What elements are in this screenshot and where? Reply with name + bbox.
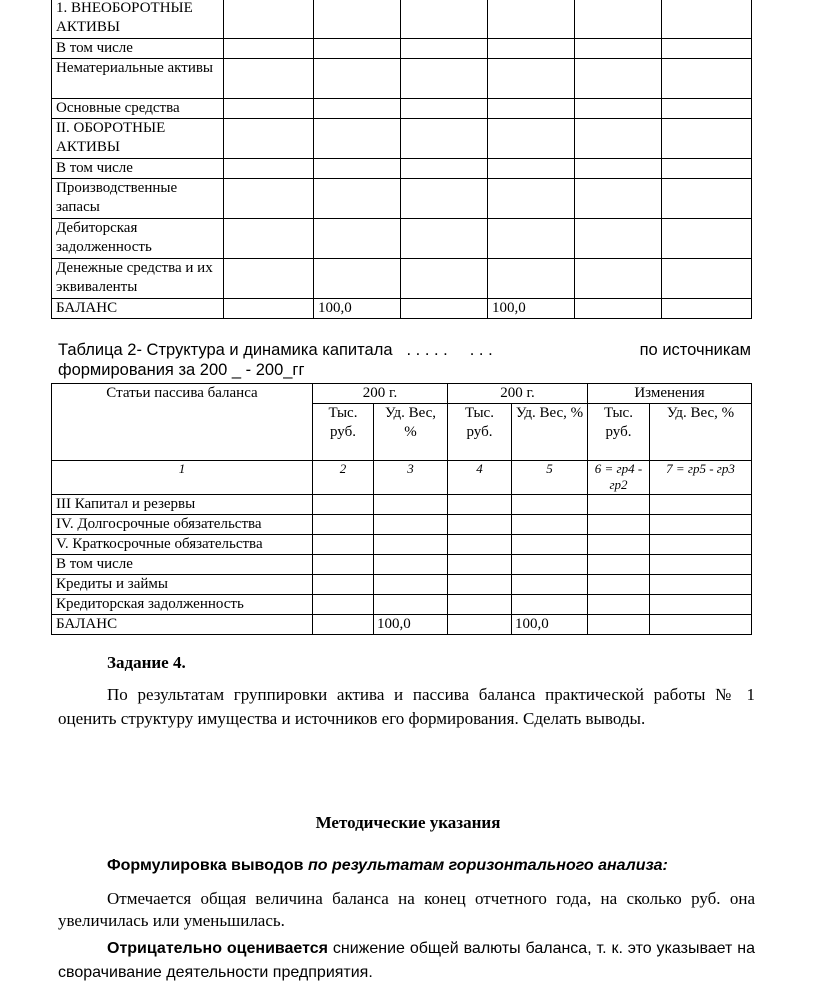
row-label: V. Краткосрочные обязательства [52, 535, 313, 555]
row-label: БАЛАНС [52, 615, 313, 635]
row-label: 1. ВНЕОБОРОТНЫЕ АКТИВЫ [52, 0, 224, 39]
subheader-cell: Уд. Вес, % [374, 404, 448, 461]
caption-part1: Таблица 2- Структура и динамика капитала [58, 341, 393, 359]
table-row [52, 179, 752, 219]
task-body: По результатам группировки актива и пассива баланса практической работы № 1 оценить структуру имущества и источников его формирования. Сделать выводы. [58, 685, 755, 728]
balance-value-1: 100,0 [374, 615, 448, 635]
table-row [52, 219, 752, 259]
row-label: Денежные средства и их эквиваленты [52, 259, 224, 299]
balance-value-2: 100,0 [512, 615, 588, 635]
subheader-cell: Тыс. руб. [588, 404, 650, 461]
balance-value-2: 100,0 [488, 299, 575, 319]
task-title: Задание 4. [107, 653, 186, 672]
table-row [52, 99, 752, 119]
table-row [52, 0, 752, 39]
row-label: В том числе [52, 159, 224, 179]
liabilities-table [51, 383, 752, 635]
table-row [52, 159, 752, 179]
subheader-cell: Уд. Вес, % [650, 404, 752, 461]
table2-caption [58, 340, 751, 380]
table-header-row [52, 384, 752, 404]
row-label: В том числе [52, 39, 224, 59]
caption-part2: по источникам [639, 341, 751, 359]
table-row [52, 259, 752, 299]
table-row [52, 575, 752, 595]
header-year-2: 200 г. [448, 384, 588, 404]
formulation-italic: по результатам горизонтального анализа: [307, 857, 668, 874]
subheader-cell: Уд. Вес, % [512, 404, 588, 461]
table-row [52, 615, 752, 635]
column-number: 4 [448, 461, 512, 495]
column-number: 3 [374, 461, 448, 495]
row-label: IV. Долгосрочные обязательства [52, 515, 313, 535]
caption-dots1: . . . . . [406, 341, 448, 359]
table-row [52, 495, 752, 515]
table-row [52, 119, 752, 159]
row-label: Кредиты и займы [52, 575, 313, 595]
table-row [52, 515, 752, 535]
formulation-bold: Формулировка выводов [107, 857, 304, 874]
table-row [52, 595, 752, 615]
table-row [52, 39, 752, 59]
row-label: Дебиторская задолженность [52, 219, 224, 259]
table-row [52, 59, 752, 99]
column-numbers-row [52, 461, 752, 495]
column-number: 2 [313, 461, 374, 495]
row-label: III Капитал и резервы [52, 495, 313, 515]
balance-value-1: 100,0 [314, 299, 401, 319]
row-label: Нематериальные активы [52, 59, 224, 99]
row-label: БАЛАНС [52, 299, 224, 319]
paragraph-1: Отмечается общая величина баланса на конец отчетного года, на сколько руб. она увеличилась или уменьшилась. [58, 889, 755, 930]
paragraph-2 [58, 937, 755, 985]
column-number: 7 = гр5 - гр3 [650, 461, 752, 495]
subheader-cell: Тыс. руб. [313, 404, 374, 461]
header-year-1: 200 г. [313, 384, 448, 404]
table-row [52, 535, 752, 555]
method-title: Методические указания [315, 813, 501, 832]
table-row [52, 299, 752, 319]
row-label: Основные средства [52, 99, 224, 119]
header-column-name: Статьи пассива баланса [52, 384, 313, 461]
paragraph-2-bold: Отрицательно оценивается [107, 940, 328, 957]
caption-dots2: . . . [469, 341, 493, 359]
caption-line2: формирования за 200 _ - 200_гг [58, 361, 305, 379]
row-label: Производственные запасы [52, 179, 224, 219]
paragraph-2-rest: снижение общей валюты баланса, т. к. это указывает на сворачивание деятельности предприятия. [58, 940, 756, 981]
assets-table [51, 0, 752, 319]
formulation-heading [107, 857, 668, 875]
row-label: II. ОБОРОТНЫЕ АКТИВЫ [52, 119, 224, 159]
subheader-cell: Тыс. руб. [448, 404, 512, 461]
column-number: 1 [52, 461, 313, 495]
column-number: 6 = гр4 - гр2 [588, 461, 650, 495]
table-row [52, 555, 752, 575]
column-number: 5 [512, 461, 588, 495]
row-label: В том числе [52, 555, 313, 575]
row-label: Кредиторская задолженность [52, 595, 313, 615]
header-changes: Изменения [588, 384, 752, 404]
